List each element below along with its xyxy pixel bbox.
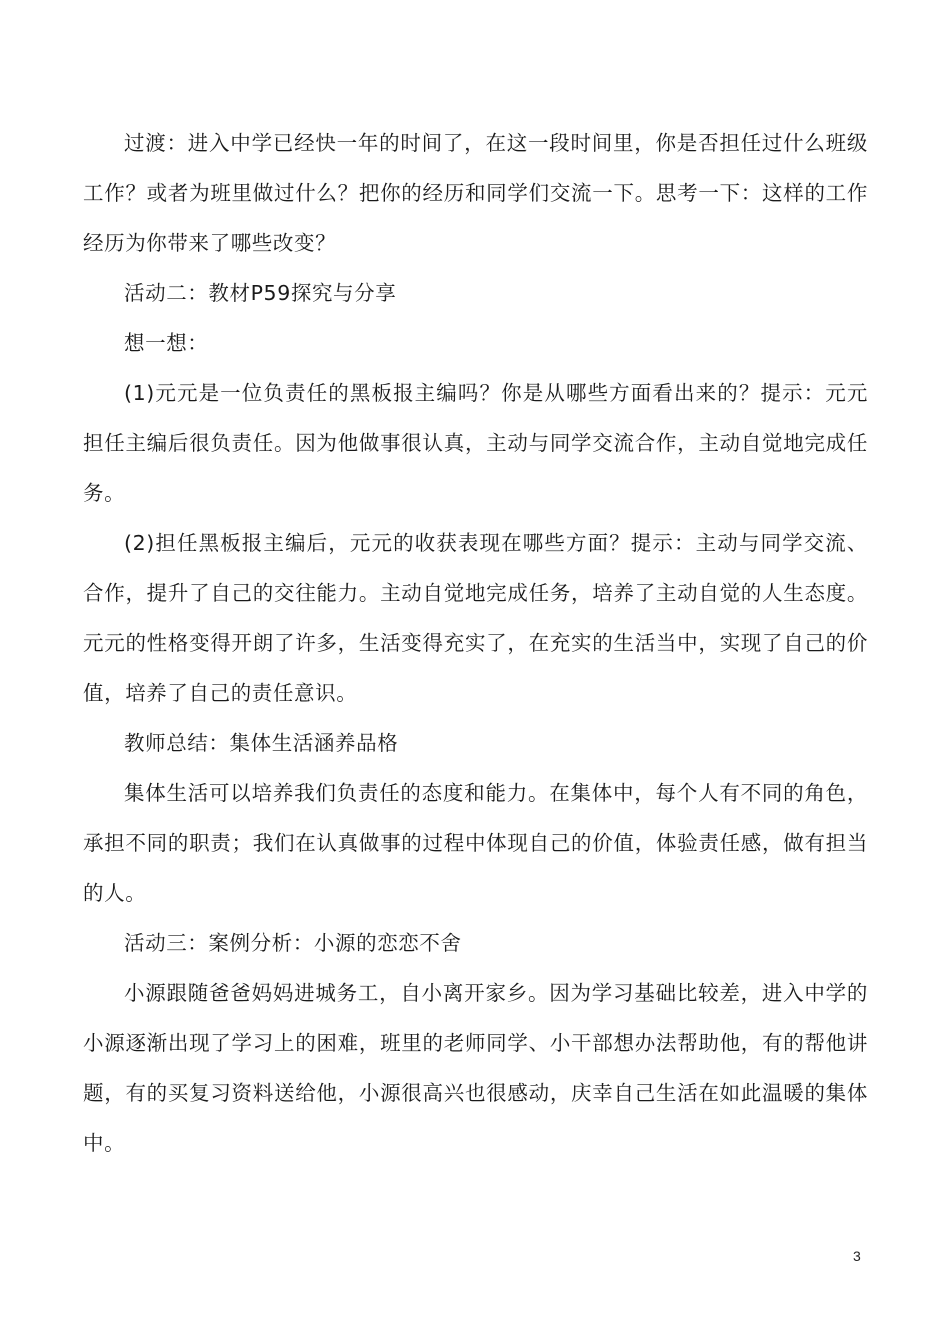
paragraph-teacher-summary-title: 教师总结：集体生活涵养品格 [124, 731, 399, 755]
page-number: 3 [853, 1248, 861, 1264]
tiny-mark [126, 354, 868, 368]
paragraph-transition: 过渡：进入中学已经快一年的时间了，在这一段时间里，你是否担任过什么班级工作？或者为班里做过什么？把你的经历和同学们交流一下。思考一下：这样的工作经历为你带来了哪些改变？ [83, 131, 868, 255]
document-body [83, 118, 868, 1168]
paragraph-question-2: (2)担任黑板报主编后，元元的收获表现在哪些方面？提示：主动与同学交流、合作，提升了自己的交往能力。主动自觉地完成任务，培养了主动自觉的人生态度。元元的性格变得开朗了许多，生活变得充实了，在充实的生活当中，实现了自己的价值，培养了自己的责任意识。 [83, 531, 868, 705]
paragraph-think: 想一想： [124, 331, 209, 355]
paragraph-case-story: 小源跟随爸爸妈妈进城务工，自小离开家乡。因为学习基础比较差，进入中学的小源逐渐出现了学习上的困难，班里的老师同学、小干部想办法帮助他，有的帮他讲题，有的买复习资料送给他，小源很高兴也很感动，庆幸自己生活在如此温暖的集体中。 [83, 981, 868, 1155]
paragraph-activity-three: 活动三：案例分析：小源的恋恋不舍 [124, 931, 462, 955]
paragraph-activity-two: 活动二：教材P59探究与分享 [124, 281, 397, 305]
paragraph-teacher-summary: 集体生活可以培养我们负责任的态度和能力。在集体中，每个人有不同的角色，承担不同的职责；我们在认真做事的过程中体现自己的价值，体验责任感，做有担当的人。 [83, 781, 868, 905]
paragraph-question-1: (1)元元是一位负责任的黑板报主编吗？你是从哪些方面看出来的？提示：元元担任主编后很负责任。因为他做事很认真，主动与同学交流合作，主动自觉地完成任务。 [83, 381, 868, 505]
